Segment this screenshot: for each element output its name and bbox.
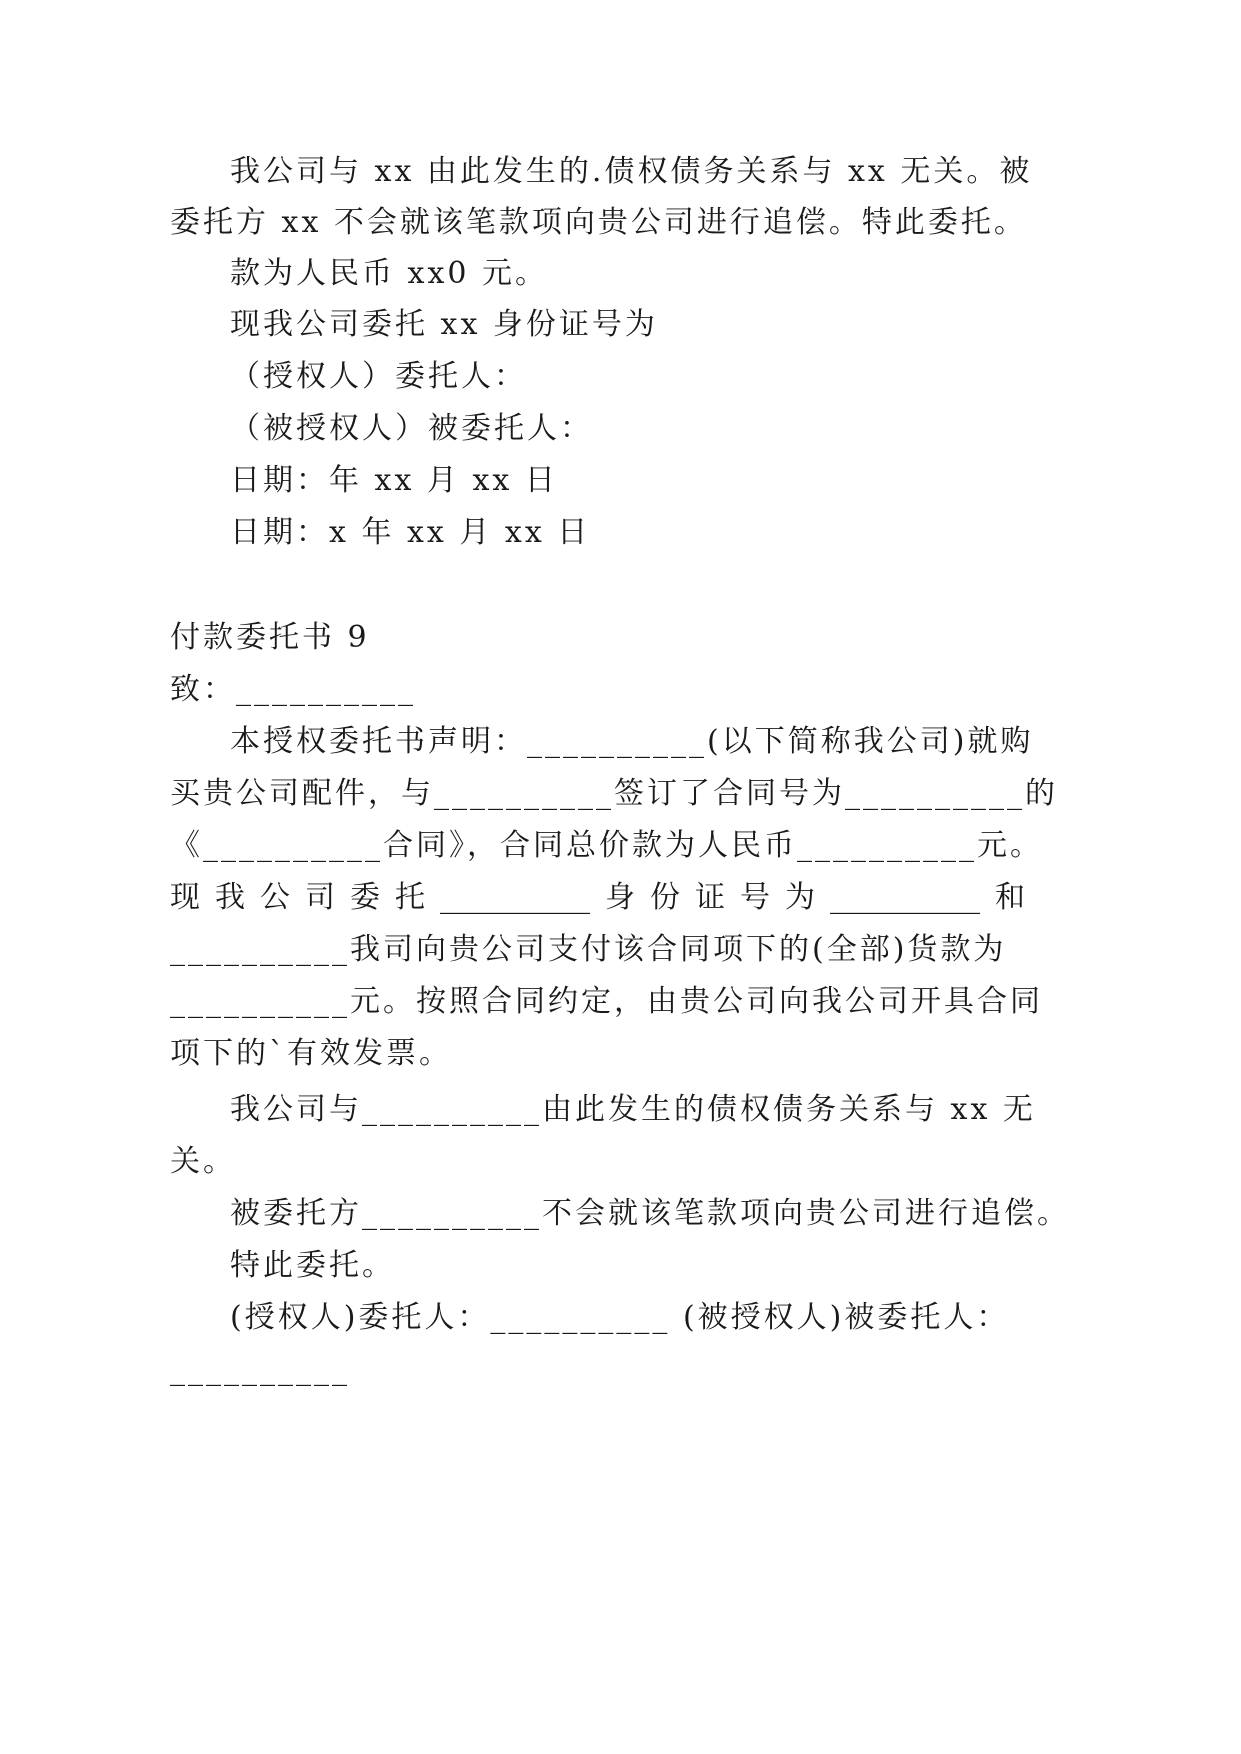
paragraph-line: 被委托方__________不会就该笔款项向贵公司进行追偿。 <box>230 1196 1070 1231</box>
word: 托 <box>395 880 425 915</box>
word: 委 <box>350 880 380 915</box>
word: 司 <box>305 880 335 915</box>
date-line: 日期：x 年 xx 月 xx 日 <box>230 515 591 550</box>
paragraph-line: 我公司与 xx 由此发生的.债权债务关系与 xx 无关。被 <box>230 154 1033 189</box>
paragraph-line: 我公司与__________由此发生的债权债务关系与 xx 无 <box>230 1092 1036 1127</box>
word: 证 <box>695 880 725 915</box>
paragraph-line: __________元。按照合同约定，由贵公司向我公司开具合同 <box>170 984 1043 1019</box>
date-line: 日期：年 xx 月 xx 日 <box>230 463 558 498</box>
word: 我 <box>215 880 245 915</box>
word: 份 <box>650 880 680 915</box>
section-title: 付款委托书 9 <box>170 620 370 655</box>
word: 身 <box>605 880 635 915</box>
paragraph-line: 委托方 xx 不会就该笔款项向贵公司进行追偿。特此委托。 <box>170 205 1027 240</box>
paragraph-line: 项下的`有效发票。 <box>170 1036 452 1071</box>
word: 号 <box>740 880 770 915</box>
blank-field: __________ <box>170 1352 350 1387</box>
word: 现 <box>170 880 200 915</box>
amount-line: 款为人民币 xx0 元。 <box>230 256 548 291</box>
blank-field: __________ <box>440 880 590 915</box>
entrust-line: 现我公司委托 xx 身份证号为 <box>230 307 658 342</box>
signature-line: (授权人)委托人：__________ (被授权人)被委托人： <box>230 1300 1010 1335</box>
word: 为 <box>785 880 815 915</box>
closing-line: 特此委托。 <box>230 1248 395 1283</box>
paragraph-line: 本授权委托书声明：__________(以下简称我公司)就购 <box>230 724 1034 759</box>
word: 和 <box>995 880 1025 915</box>
agent-line: （被授权人）被委托人： <box>230 411 593 446</box>
principal-line: （授权人）委托人： <box>230 359 527 394</box>
paragraph-line: 买贵公司配件，与__________签订了合同号为__________的 <box>170 776 1058 811</box>
addressee-line: 致：__________ <box>170 672 416 707</box>
paragraph-line: 关。 <box>170 1144 236 1179</box>
word: 公 <box>260 880 290 915</box>
justified-line <box>170 878 1025 918</box>
paragraph-line: 《__________合同》，合同总价款为人民币__________元。 <box>170 828 1043 863</box>
paragraph-line: __________我司向贵公司支付该合同项下的(全部)货款为 <box>170 932 1007 967</box>
blank-field: __________ <box>830 880 980 915</box>
